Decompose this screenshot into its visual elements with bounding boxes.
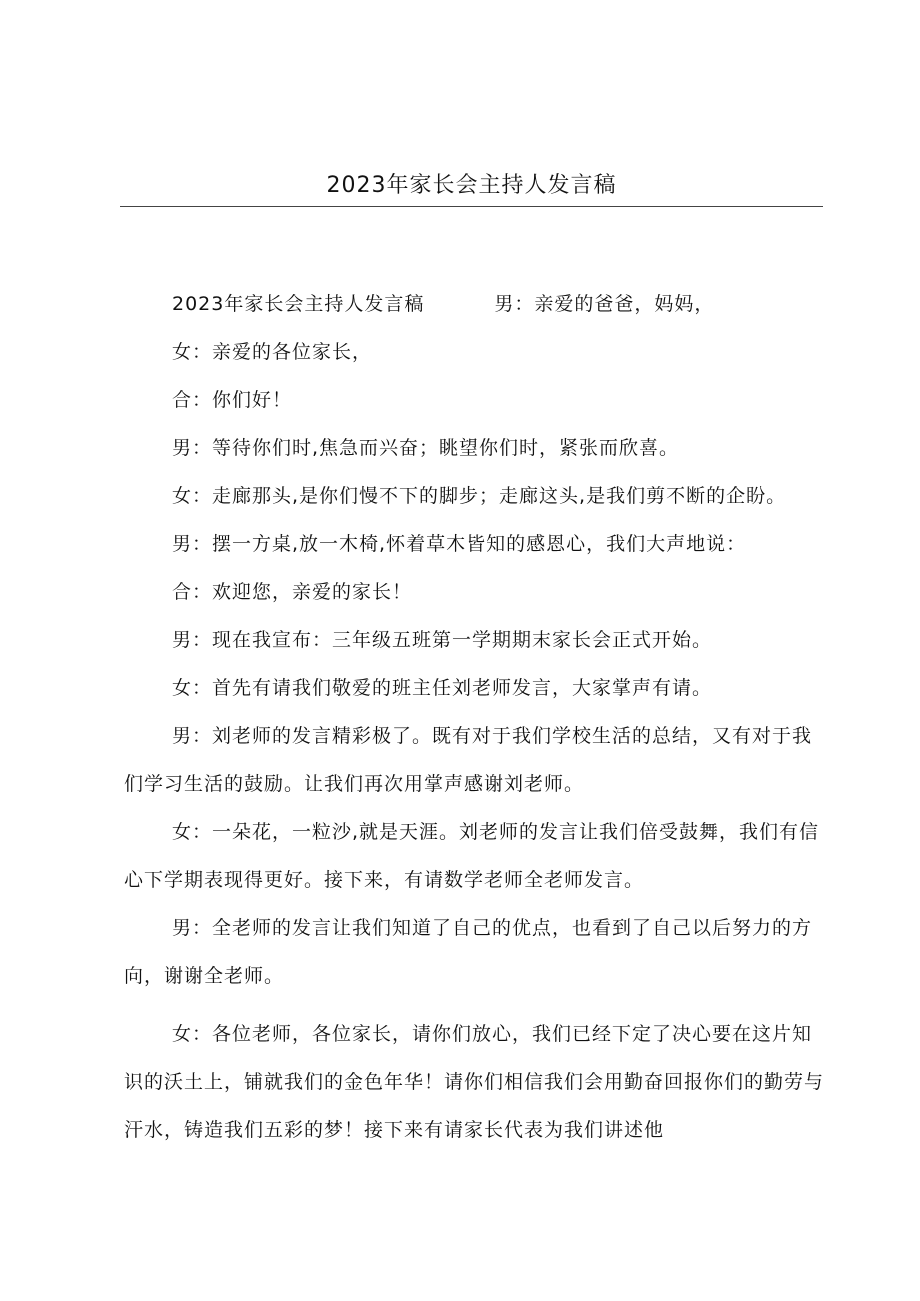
paragraph: 男：现在我宣布：三年级五班第一学期期末家长会正式开始。 (172, 629, 713, 651)
intro-title: 2023年家长会主持人发言稿 (172, 293, 425, 315)
paragraph: 女：一朵花，一粒沙,就是天涯。刘老师的发言让我们倍受鼓舞，我们有信心下学期表现得更好。接下来，有请数学老师全老师发言。 (124, 821, 820, 891)
paragraph: 女：亲爱的各位家长， (172, 341, 373, 363)
paragraph: 男：刘老师的发言精彩极了。既有对于我们学校生活的总结，又有对于我们学习生活的鼓励。让我们再次用掌声感谢刘老师。 (124, 725, 813, 795)
document-title: 2023年家长会主持人发言稿 (326, 173, 617, 198)
title-underline (120, 206, 823, 207)
document-header (120, 170, 823, 202)
document-body (124, 280, 824, 1154)
paragraph: 合：欢迎您，亲爱的家长！ (172, 581, 413, 603)
intro-greeting: 男：亲爱的爸爸，妈妈， (494, 293, 715, 315)
paragraph: 男：摆一方桌,放一木椅,怀着草木皆知的感恩心，我们大声地说： (172, 533, 747, 555)
paragraph: 合：你们好！ (172, 389, 293, 411)
intro-line (124, 280, 824, 328)
paragraph: 女：首先有请我们敬爱的班主任刘老师发言，大家掌声有请。 (172, 677, 713, 699)
paragraph: 女：走廊那头,是你们慢不下的脚步；走廊这头,是我们剪不断的企盼。 (172, 485, 787, 507)
paragraph: 男：等待你们时,焦急而兴奋；眺望你们时，紧张而欣喜。 (172, 437, 680, 459)
paragraph: 女：各位老师，各位家长，请你们放心，我们已经下定了决心要在这片知识的沃土上，铺就我们的金色年华！请你们相信我们会用勤奋回报你们的勤劳与汗水，铸造我们五彩的梦！接下来有请家长代表为我们讲述他 (124, 1023, 825, 1141)
paragraph: 男：全老师的发言让我们知道了自己的优点，也看到了自己以后努力的方向，谢谢全老师。 (124, 917, 813, 987)
